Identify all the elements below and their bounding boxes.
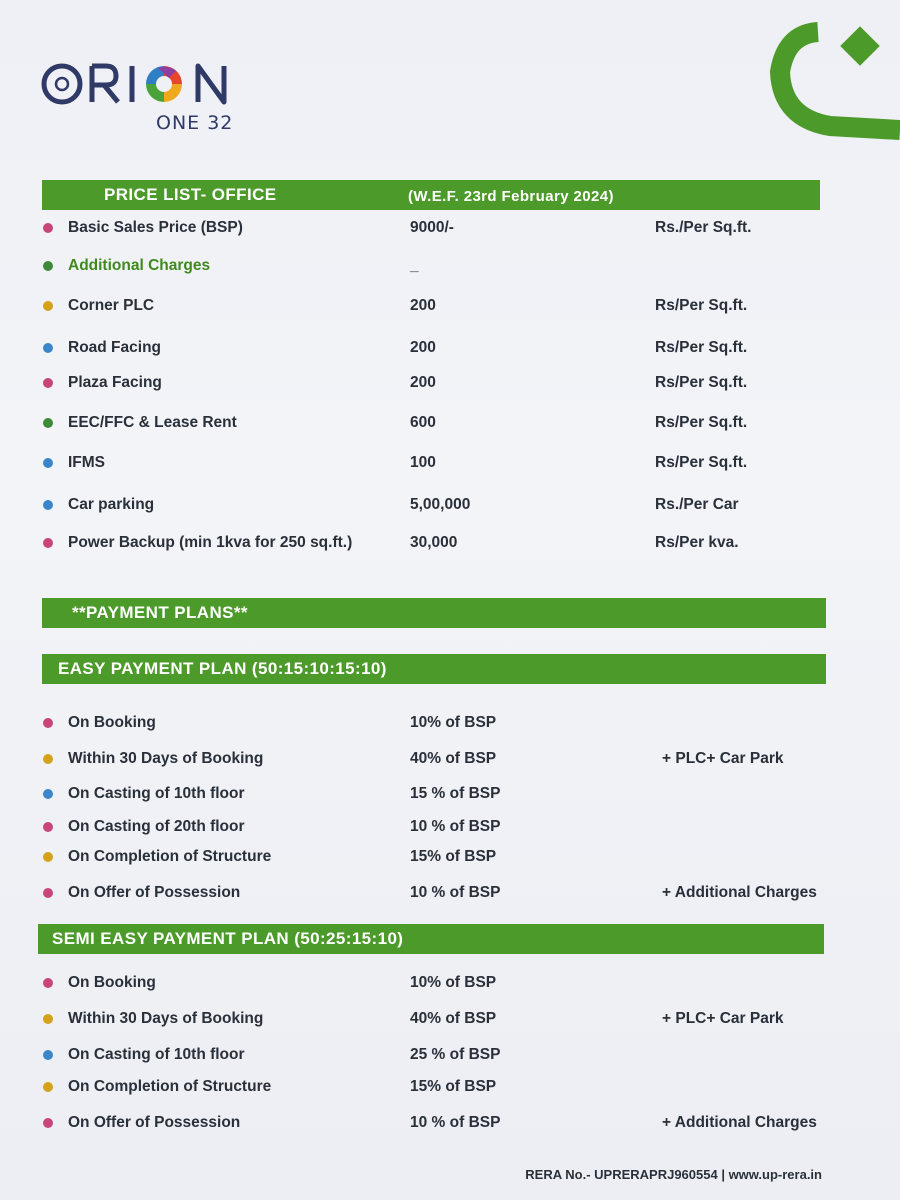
- bullet-dot-icon: [43, 1050, 53, 1060]
- easy-plan-item-note: + PLC+ Car Park: [662, 750, 784, 767]
- price-list-header-bar: [42, 180, 820, 210]
- semi-easy-plan-item-label: On Offer of Possession: [68, 1114, 241, 1131]
- bullet-dot-icon: [43, 223, 53, 233]
- bullet-dot-icon: [43, 822, 53, 832]
- price-item-label: Power Backup (min 1kva for 250 sq.ft.): [68, 534, 353, 551]
- wef-date: (W.E.F. 23rd February 2024): [408, 188, 614, 205]
- bullet-dot-icon: [43, 852, 53, 862]
- easy-plan-item-label: On Casting of 10th floor: [68, 785, 245, 802]
- price-item-value: 200: [410, 374, 436, 391]
- easy-plan-item-value: 40% of BSP: [410, 750, 497, 767]
- easy-plan-title: EASY PAYMENT PLAN (50:15:10:15:10): [58, 659, 387, 678]
- semi-easy-plan-item-label: On Completion of Structure: [68, 1078, 272, 1095]
- easy-plan-item-label: Within 30 Days of Booking: [68, 750, 264, 767]
- price-item-row: [40, 336, 840, 362]
- price-item-label: Car parking: [68, 496, 155, 513]
- easy-plan-header-bar: [42, 654, 826, 684]
- price-item-unit: Rs/Per Sq.ft.: [655, 374, 748, 391]
- bullet-dot-icon: [43, 301, 53, 311]
- price-item-row: [40, 531, 840, 557]
- price-item-label: EEC/FFC & Lease Rent: [68, 414, 237, 431]
- bullet-dot-icon: [43, 343, 53, 353]
- price-item-row: [40, 371, 840, 397]
- logo-subtitle: ONE 32: [156, 112, 234, 134]
- semi-easy-plan-item-row: [40, 971, 840, 997]
- price-item-label: Road Facing: [68, 339, 162, 356]
- easy-plan-item-row: [40, 845, 840, 871]
- price-item-unit: Rs/Per Sq.ft.: [655, 297, 748, 314]
- semi-easy-plan-title: SEMI EASY PAYMENT PLAN (50:25:15:10): [52, 929, 404, 948]
- price-item-row: [40, 451, 840, 477]
- logo-graphic: [40, 58, 240, 118]
- price-item-unit: Rs/Per Sq.ft.: [655, 414, 748, 431]
- price-item-label: Corner PLC: [68, 297, 155, 314]
- price-item-row: [40, 216, 840, 242]
- price-item-unit: Rs./Per Sq.ft.: [655, 219, 752, 236]
- easy-plan-item-note: + Additional Charges: [662, 884, 817, 901]
- bullet-dot-icon: [43, 378, 53, 388]
- price-item-value: 200: [410, 297, 436, 314]
- price-item-value: _: [410, 257, 419, 274]
- easy-plan-item-label: On Offer of Possession: [68, 884, 241, 901]
- price-item-value: 5,00,000: [410, 496, 471, 513]
- easy-plan-item-value: 10 % of BSP: [410, 818, 501, 835]
- payment-plans-title: **PAYMENT PLANS**: [72, 603, 248, 622]
- semi-easy-plan-item-label: On Booking: [68, 974, 156, 991]
- semi-easy-plan-item-note: + Additional Charges: [662, 1114, 817, 1131]
- bullet-dot-icon: [43, 888, 53, 898]
- price-item-row: [40, 294, 840, 320]
- rera-footer: RERA No.- UPRERAPRJ960554 | www.up-rera.in: [525, 1167, 822, 1182]
- semi-easy-plan-item-value: 10% of BSP: [410, 974, 497, 991]
- bullet-dot-icon: [43, 1082, 53, 1092]
- easy-plan-item-value: 15 % of BSP: [410, 785, 501, 802]
- price-list-title: PRICE LIST- OFFICE: [104, 185, 277, 204]
- price-item-value: 200: [410, 339, 436, 356]
- bullet-dot-icon: [43, 718, 53, 728]
- price-item-unit: Rs/Per kva.: [655, 534, 739, 551]
- semi-easy-plan-item-value: 25 % of BSP: [410, 1046, 501, 1063]
- easy-plan-item-value: 10 % of BSP: [410, 884, 501, 901]
- semi-easy-plan-item-value: 10 % of BSP: [410, 1114, 501, 1131]
- semi-easy-plan-item-label: Within 30 Days of Booking: [68, 1010, 264, 1027]
- bullet-dot-icon: [43, 754, 53, 764]
- price-item-value: 100: [410, 454, 436, 471]
- bullet-dot-icon: [43, 978, 53, 988]
- easy-plan-item-label: On Casting of 20th floor: [68, 818, 245, 835]
- semi-easy-plan-item-note: + PLC+ Car Park: [662, 1010, 784, 1027]
- easy-plan-item-label: On Completion of Structure: [68, 848, 272, 865]
- semi-easy-plan-item-row: [40, 1007, 840, 1033]
- semi-easy-plan-item-row: [40, 1111, 840, 1137]
- price-item-label: Plaza Facing: [68, 374, 162, 391]
- semi-easy-plan-item-value: 40% of BSP: [410, 1010, 497, 1027]
- price-item-unit: Rs/Per Sq.ft.: [655, 339, 748, 356]
- bullet-dot-icon: [43, 458, 53, 468]
- bullet-dot-icon: [43, 500, 53, 510]
- price-item-row: [40, 411, 840, 437]
- easy-plan-item-value: 10% of BSP: [410, 714, 497, 731]
- price-item-row: [40, 493, 840, 519]
- semi-easy-plan-item-label: On Casting of 10th floor: [68, 1046, 245, 1063]
- price-item-label: IFMS: [68, 454, 106, 471]
- price-item-unit: Rs/Per Sq.ft.: [655, 454, 748, 471]
- semi-easy-plan-header-bar: [38, 924, 824, 954]
- bullet-dot-icon: [43, 261, 53, 271]
- bullet-dot-icon: [43, 538, 53, 548]
- price-item-value: 30,000: [410, 534, 458, 551]
- semi-easy-plan-item-row: [40, 1043, 840, 1069]
- price-item-value: 9000/-: [410, 219, 454, 236]
- easy-plan-item-row: [40, 815, 840, 841]
- semi-easy-plan-item-row: [40, 1075, 840, 1101]
- easy-plan-item-value: 15% of BSP: [410, 848, 497, 865]
- payment-plans-header-bar: [42, 598, 826, 628]
- easy-plan-item-row: [40, 711, 840, 737]
- bullet-dot-icon: [43, 418, 53, 428]
- price-item-row: [40, 254, 840, 280]
- easy-plan-item-row: [40, 782, 840, 808]
- price-item-label: Basic Sales Price (BSP): [68, 219, 243, 236]
- bullet-dot-icon: [43, 789, 53, 799]
- price-item-value: 600: [410, 414, 436, 431]
- price-item-label: Additional Charges: [68, 257, 211, 274]
- easy-plan-item-label: On Booking: [68, 714, 156, 731]
- semi-easy-plan-item-value: 15% of BSP: [410, 1078, 497, 1095]
- easy-plan-item-row: [40, 747, 840, 773]
- corner-decoration: [760, 22, 900, 142]
- easy-plan-item-row: [40, 881, 840, 907]
- orion-logo: [40, 58, 260, 138]
- bullet-dot-icon: [43, 1118, 53, 1128]
- bullet-dot-icon: [43, 1014, 53, 1024]
- price-item-unit: Rs./Per Car: [655, 496, 739, 513]
